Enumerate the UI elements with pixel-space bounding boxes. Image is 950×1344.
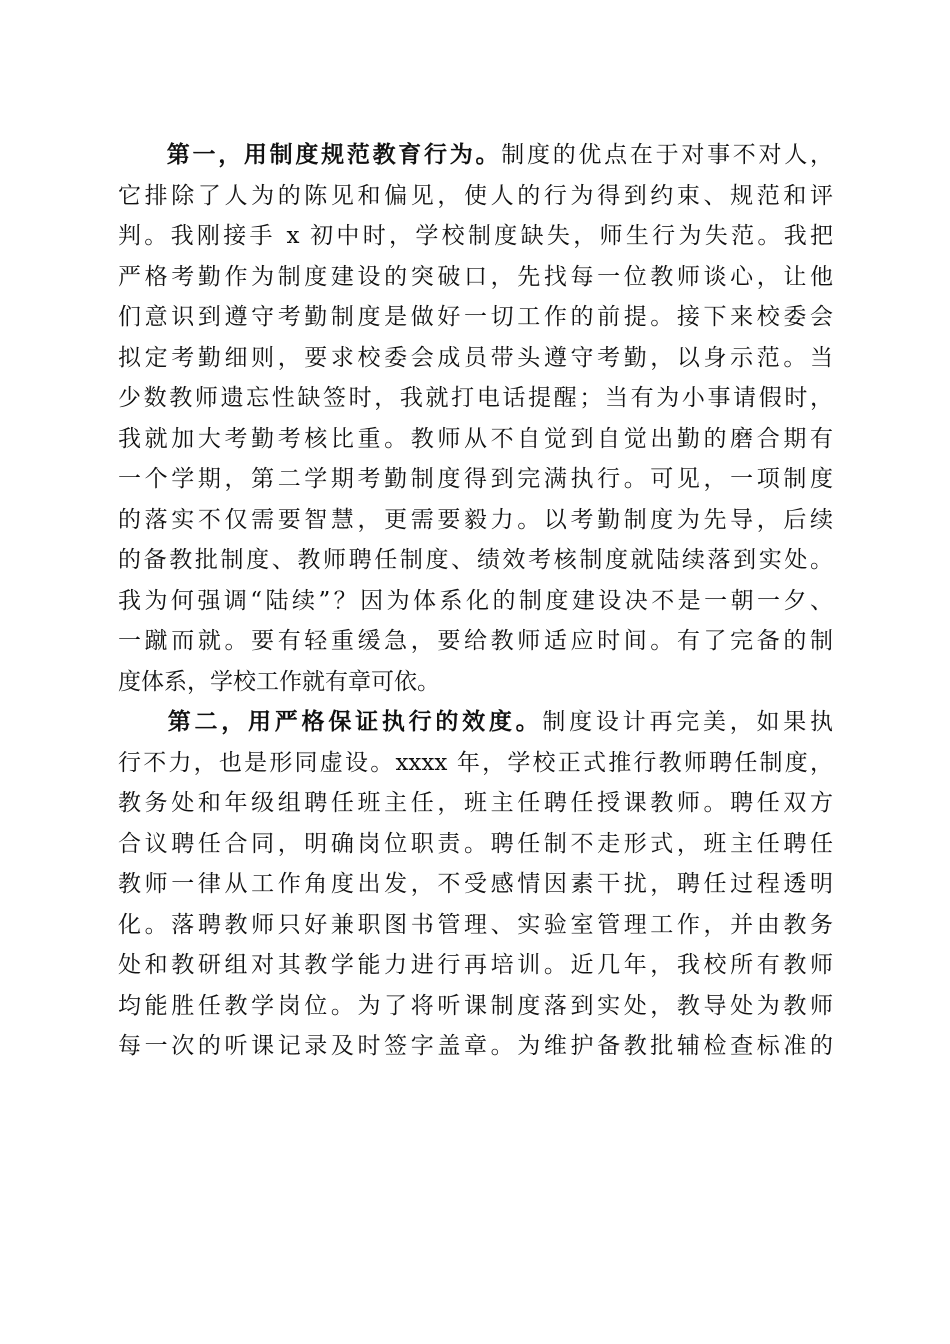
paragraph-line: 拟定考勤细则，要求校委会成员带头遵守考勤，以身示范。当 <box>118 344 833 371</box>
paragraph-2 <box>118 702 833 1067</box>
paragraph-line: 的落实不仅需要智慧，更需要毅力。以考勤制度为先导，后续 <box>118 506 833 533</box>
document-body <box>118 135 833 1067</box>
paragraph-line: 它排除了人为的陈见和偏见，使人的行为得到约束、规范和评 <box>118 182 833 209</box>
paragraph-line <box>118 135 833 176</box>
paragraph-line: 教师一律从工作角度出发，不受感情因素干扰，聘任过程透明 <box>118 871 833 897</box>
paragraph-line: 我为何强调“陆续”？因为体系化的制度建设决不是一朝一夕、 <box>118 587 833 614</box>
paragraph-line: 少数教师遗忘性缺签时，我就打电话提醒；当有为小事请假时， <box>118 385 833 411</box>
paragraph-line <box>118 702 833 743</box>
paragraph-line: 严格考勤作为制度建设的突破口，先找每一位教师谈心，让他 <box>118 263 833 290</box>
paragraph-heading: 第一，用制度规范教育行为。 <box>164 141 502 168</box>
paragraph-line: 教务处和年级组聘任班主任，班主任聘任授课教师。聘任双方 <box>118 790 833 816</box>
paragraph-line: 度体系，学校工作就有章可依。 <box>118 668 440 695</box>
paragraph-line: 我就加大考勤考核比重。教师从不自觉到自觉出勤的磨合期有 <box>118 425 833 452</box>
paragraph-line: 判。我刚接手 x 初中时，学校制度缺失，师生行为失范。我把 <box>118 223 833 249</box>
paragraph-line: 合议聘任合同，明确岗位职责。聘任制不走形式，班主任聘任 <box>118 830 833 857</box>
paragraph-1 <box>118 135 833 702</box>
paragraph-line: 处和教研组对其教学能力进行再培训。近几年，我校所有教师 <box>118 952 833 978</box>
paragraph-line: 化。落聘教师只好兼职图书管理、实验室管理工作，并由教务 <box>118 911 833 938</box>
paragraph-line: 的备教批制度、教师聘任制度、绩效考核制度就陆续落到实处。 <box>118 547 833 573</box>
paragraph-line: 均能胜任教学岗位。为了将听课制度落到实处，教导处为教师 <box>118 992 833 1019</box>
paragraph-line: 每一次的听课记录及时签字盖章。为维护备教批辅检查标准的 <box>118 1033 833 1059</box>
line-text: 制度设计再完美，如果执 <box>542 709 833 735</box>
paragraph-heading: 第二，用严格保证执行的效度。 <box>164 708 543 735</box>
paragraph-line: 一蹴而就。要有轻重缓急，要给教师适应时间。有了完备的制 <box>118 628 833 654</box>
paragraph-line: 们意识到遵守考勤制度是做好一切工作的前提。接下来校委会 <box>118 304 833 330</box>
paragraph-line: 一个学期，第二学期考勤制度得到完满执行。可见，一项制度 <box>118 466 833 492</box>
paragraph-line: 行不力，也是形同虚设。xxxx 年，学校正式推行教师聘任制度， <box>118 749 833 776</box>
line-text: 制度的优点在于对事不对人， <box>501 142 833 168</box>
